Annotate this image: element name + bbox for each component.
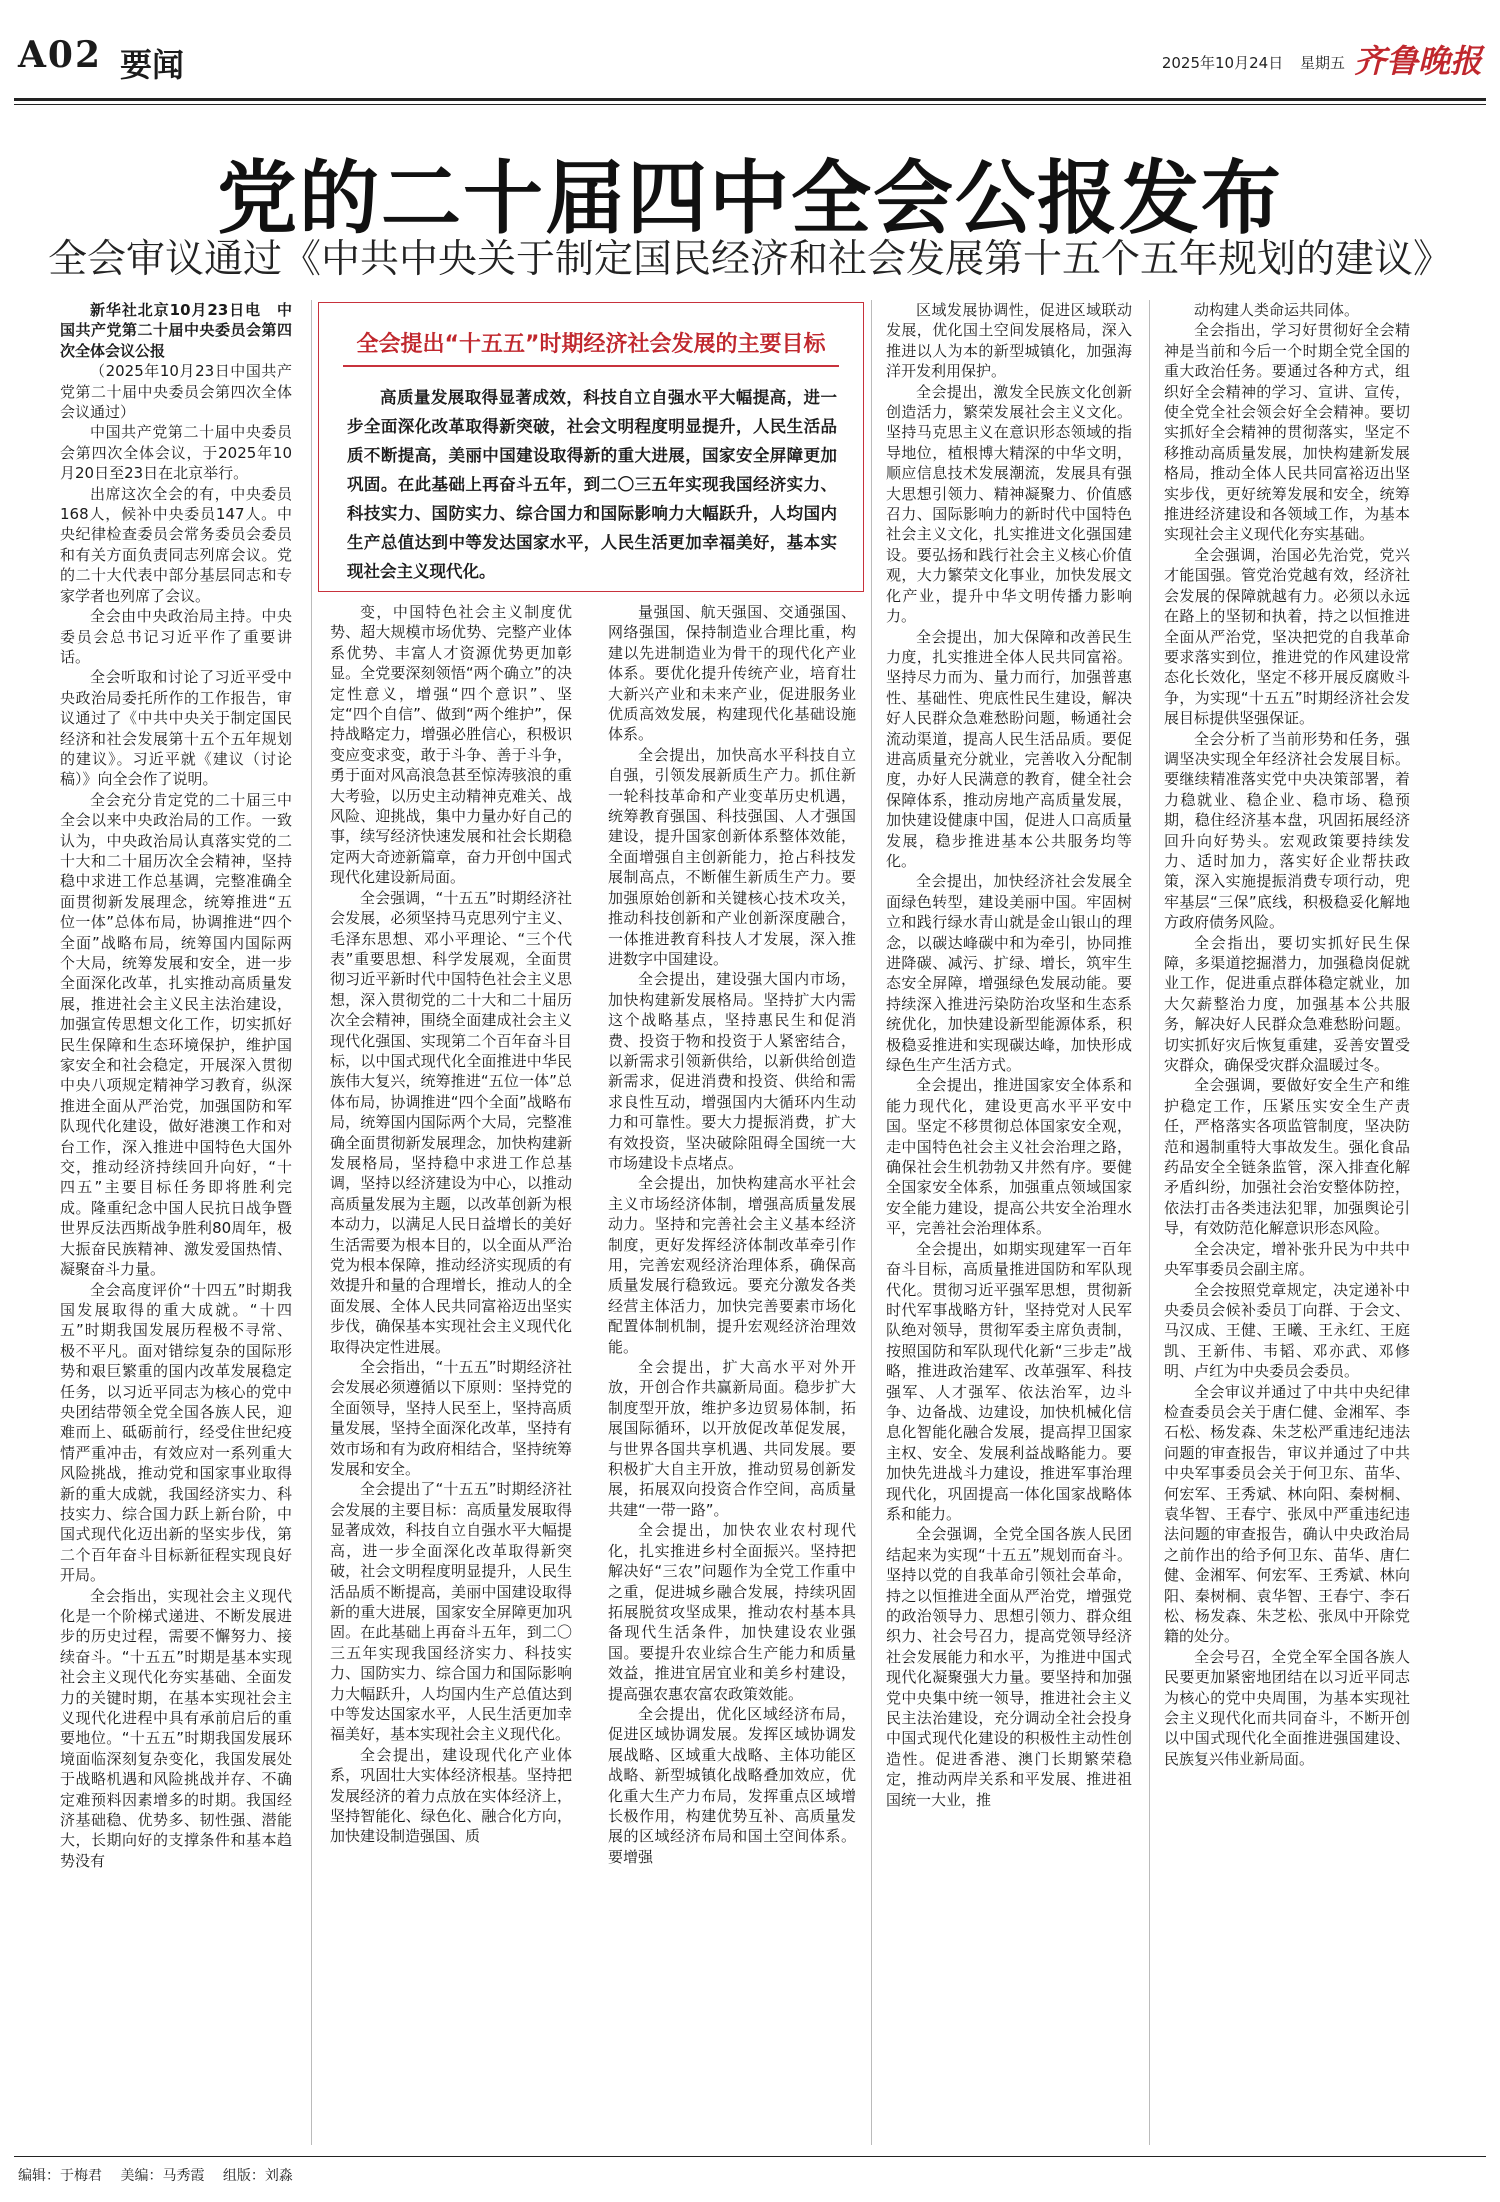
article-paragraph: 全会强调，要做好安全生产和维护稳定工作，压紧压实安全生产责任，严格落实各项监管制度，坚决防范和遏制重特大事故发生。强化食品药品安全全链条监管，深入排查化解矛盾纠纷，加强社会治安整体防控，依法打击各类违法犯罪，加强舆论引导，有效防范化解意识形态风险。 bbox=[1164, 1076, 1410, 1238]
designer-credit: 美编：马秀霞 bbox=[120, 2168, 205, 2184]
article-paragraph: 全会提出，建设强大国内市场，加快构建新发展格局。坚持扩大内需这个战略基点，坚持惠民生和促消费、投资于物和投资于人紧密结合，以新需求引领新供给，以新供给创造新需求，促进消费和投资、供给和需求良性互动，增强国内大循环内生动力和可靠性。要大力提振消费，扩大有效投资，坚决破除阻碍全国统一大市场建设卡点堵点。 bbox=[608, 970, 856, 1172]
article-paragraph: 全会提出，加快经济社会发展全面绿色转型，建设美丽中国。牢固树立和践行绿水青山就是金山银山的理念，以碳达峰碳中和为牵引，协同推进降碳、减污、扩绿、增长，筑牢生态安全屏障，增强绿色发展动能。要持续深入推进污染防治攻坚和生态系统优化，加快建设新型能源体系，积极稳妥推进和实现碳达峰，加快形成绿色生产生活方式。 bbox=[886, 872, 1132, 1075]
article-paragraph: 全会提出，建设现代化产业体系，巩固壮大实体经济根基。坚持把发展经济的着力点放在实体经济上，坚持智能化、绿色化、融合化方向，加快建设制造强国、质 bbox=[330, 1745, 572, 1846]
article-paragraph: 新华社北京10月23日电 中国共产党第二十届中央委员会第四次全体会议公报 bbox=[60, 301, 292, 360]
article-column-2 bbox=[330, 602, 572, 2145]
article-column-3 bbox=[608, 602, 856, 2145]
article-paragraph: 全会指出，学习好贯彻好全会精神是当前和今后一个时期全党全国的重大政治任务。要通过各种方式，组织好全会精神的学习、宣讲、宣传，使全党全社会领会好全会精神。要切实抓好全会精神的贯彻落实，坚定不移推动高质量发展，加快构建新发展格局，推动全体人民共同富裕迈出坚实步伐，更好统筹发展和安全，统筹推进经济建设和各领域工作，为基本实现社会主义现代化夯实基础。 bbox=[1164, 321, 1410, 544]
article-paragraph: 全会提出，加快构建高水平社会主义市场经济体制，增强高质量发展动力。坚持和完善社会主义基本经济制度，更好发挥经济体制改革牵引作用，完善宏观经济治理体系，确保高质量发展行稳致远。要充分激发各类经营主体活力，加快完善要素市场化配置体制机制，提升宏观经济治理效能。 bbox=[608, 1174, 856, 1356]
article-paragraph: 全会提出，优化区域经济布局，促进区域协调发展。发挥区域协调发展战略、区域重大战略、主体功能区战略、新型城镇化战略叠加效应，优化重大生产力布局，发挥重点区域增长极作用，构建优势互补、高质量发展的区域经济布局和国土空间体系。要增强 bbox=[608, 1704, 856, 1866]
article-paragraph: 全会提出，加快农业农村现代化，扎实推进乡村全面振兴。坚持把解决好“三农”问题作为全党工作重中之重，促进城乡融合发展，持续巩固拓展脱贫攻坚成果，推动农村基本具备现代生活条件，加快建设农业强国。要提升农业综合生产能力和质量效益，推进宜居宜业和美乡村建设，提高强农惠农富农政策效能。 bbox=[608, 1521, 856, 1703]
article-paragraph: 中国共产党第二十届中央委员会第四次全体会议，于2025年10月20日至23日在北京举行。 bbox=[60, 423, 292, 483]
highlight-box-text: 高质量发展取得显著成效，科技自立自强水平大幅提高，进一步全面深化改革取得新突破，社会文明程度明显提升，人民生活品质不断提高，美丽中国建设取得新的重大进展，国家安全屏障更加巩固。在此基础上再奋斗五年，到二〇三五年实现我国经济实力、科技实力、国防实力、综合国力和国际影响力大幅跃升，人均国内生产总值达到中等发达国家水平，人民生活更加幸福美好，基本实现社会主义现代化。 bbox=[347, 388, 837, 581]
editor-credit: 编辑：于梅君 bbox=[18, 2168, 102, 2184]
highlight-box bbox=[318, 302, 864, 592]
article-paragraph: （2025年10月23日中国共产党第二十届中央委员会第四次全体会议通过） bbox=[60, 362, 292, 422]
article-paragraph: 全会强调，“十五五”时期经济社会发展，必须坚持马克思列宁主义、毛泽东思想、邓小平理论、“三个代表”重要思想、科学发展观，全面贯彻习近平新时代中国特色社会主义思想，深入贯彻党的二十大和二十届历次全会精神，围绕全面建成社会主义现代化强国、实现第二个百年奋斗目标，以中国式现代化全面推进中华民族伟大复兴，统筹推进“五位一体”总体布局，协调推进“四个全面”战略布局，统筹国内国际两个大局，完整准确全面贯彻新发展理念，加快构建新发展格局，坚持稳中求进工作总基调，坚持以经济建设为中心，以推动高质量发展为主题，以改革创新为根本动力，以满足人民日益增长的美好生活需要为根本目的，以全面从严治党为根本保障，推动经济实现质的有效提升和量的合理增长，推动人的全面发展、全体人民共同富裕迈出坚实步伐，确保基本实现社会主义现代化取得决定性进展。 bbox=[330, 888, 572, 1356]
newspaper-logo: 齐鲁晚报 bbox=[1353, 42, 1482, 80]
column-divider bbox=[311, 300, 312, 2145]
article-column-1 bbox=[60, 300, 292, 2145]
page-code: A02 bbox=[18, 34, 103, 76]
article-paragraph: 全会审议并通过了中共中央纪律检查委员会关于唐仁健、金湘军、李石松、杨发森、朱芝松严重违纪违法问题的审查报告，审议并通过了中共中央军事委员会关于何卫东、苗华、何宏军、王秀斌、林向阳、秦树桐、袁华智、王春宁、张凤中严重违纪违法问题的审查报告，确认中央政治局之前作出的给予何卫东、苗华、唐仁健、金湘军、何宏军、王秀斌、林向阳、秦树桐、袁华智、王春宁、李石松、杨发森、朱芝松、张凤中开除党籍的处分。 bbox=[1164, 1382, 1410, 1646]
header-rule-thin bbox=[14, 104, 1486, 105]
subheadline: 全会审议通过《中共中央关于制定国民经济和社会发展第十五个五年规划的建议》 bbox=[47, 237, 1452, 282]
article-paragraph: 全会指出，要切实抓好民生保障，多渠道挖掘潜力，加强稳岗促就业工作，促进重点群体稳定就业，加大欠薪整治力度，加强基本公共服务，解决好人民群众急难愁盼问题。切实抓好灾后恢复重建，妥善安置受灾群众，确保受灾群众温暖过冬。 bbox=[1164, 933, 1410, 1075]
article-paragraph: 全会强调，治国必先治党，党兴才能国强。管党治党越有效，经济社会发展的保障就越有力。必须以永远在路上的坚韧和执着，持之以恒推进全面从严治党，坚决把党的自我革命要求落实到位，推进党的作风建设常态化长效化，坚定不移开展反腐败斗争，为实现“十五五”时期经济社会发展目标提供坚强保证。 bbox=[1164, 545, 1410, 728]
article-paragraph: 全会充分肯定党的二十届三中全会以来中央政治局的工作。一致认为，中央政治局认真落实党的二十大和二十届历次全会精神，坚持稳中求进工作总基调，完整准确全面贯彻新发展理念，统筹推进“五位一体”总体布局，协调推进“四个全面”战略布局，统筹国内国际两个大局，统筹发展和安全，进一步全面深化改革，扎实推动高质量发展，推进社会主义民主法治建设，加强宣传思想文化工作，切实抓好民生保障和生态环境保护，维护国家安全和社会稳定，开展深入贯彻中央八项规定精神学习教育，纵深推进全面从严治党，加强国防和军队现代化建设，做好港澳工作和对台工作，深入推进中国特色大国外交，推动经济持续回升向好，“十四五”主要目标任务即将胜利完成。隆重纪念中国人民抗日战争暨世界反法西斯战争胜利80周年，极大振奋民族精神、激发爱国热情、凝聚奋斗力量。 bbox=[60, 790, 292, 1279]
page-header bbox=[0, 0, 1500, 100]
article-column-5-inner bbox=[1164, 300, 1410, 1769]
article-paragraph: 全会按照党章规定，决定递补中央委员会候补委员丁向群、于会文、马汉成、王健、王曦、王永红、王庭凯、王新伟、韦韬、邓亦武、邓修明、卢红为中央委员会委员。 bbox=[1164, 1280, 1410, 1381]
article-paragraph: 动构建人类命运共同体。 bbox=[1194, 301, 1360, 319]
article-paragraph: 全会提出，如期实现建军一百年奋斗目标，高质量推进国防和军队现代化。贯彻习近平强军思想，贯彻新时代军事战略方针，坚持党对人民军队绝对领导，贯彻军委主席负责制，按照国防和军队现代化新“三步走”战略，推进政治建军、改革强军、科技强军、人才强军、依法治军，边斗争、边备战、边建设，加快机械化信息化智能化融合发展，提高捍卫国家主权、安全、发展利益战略能力。要加快先进战斗力建设，推进军事治理现代化，巩固提高一体化国家战略体系和能力。 bbox=[886, 1239, 1132, 1523]
header-rule bbox=[14, 98, 1486, 101]
headline: 党的二十届四中全会公报发布 bbox=[217, 151, 1283, 245]
article-paragraph: 全会强调，全党全国各族人民团结起来为实现“十五五”规划而奋斗。坚持以党的自我革命引领社会革命，持之以恒推进全面从严治党，增强党的政治领导力、思想引领力、群众组织力、社会号召力，提高党领导经济社会发展能力和水平，为推进中国式现代化凝聚强大力量。要坚持和加强党中央集中统一领导，推进社会主义民主法治建设，充分调动全社会投身中国式现代化建设的积极性主动性创造性。促进香港、澳门长期繁荣稳定，推动两岸关系和平发展、推进祖国统一大业，推 bbox=[886, 1525, 1132, 1809]
highlight-box-title: 全会提出“十五五”时期经济社会发展的主要目标 bbox=[356, 332, 826, 357]
section-name: 要闻 bbox=[120, 46, 185, 84]
article-paragraph: 全会提出，扩大高水平对外开放，开创合作共赢新局面。稳步扩大制度型开放，维护多边贸易体制，拓展国际循环，以开放促改革促发展，与世界各国共享机遇、共同发展。要积极扩大自主开放，推动贸易创新发展，拓展双向投资合作空间，高质量共建“一带一路”。 bbox=[608, 1358, 856, 1519]
article-paragraph: 全会指出，实现社会主义现代化是一个阶梯式递进、不断发展进步的历史过程，需要不懈努力、接续奋斗。“十五五”时期是基本实现社会主义现代化夯实基础、全面发力的关键时期，在基本实现社会主义现代化进程中具有承前启后的重要地位。“十五五”时期我国发展环境面临深刻复杂变化，我国发展处于战略机遇和风险挑战并存、不确定难预料因素增多的时期。我国经济基础稳、优势多、韧性强、潜能大，长期向好的支撑条件和基本趋势没有 bbox=[60, 1586, 292, 1870]
article-paragraph: 全会指出，“十五五”时期经济社会发展必须遵循以下原则：坚持党的全面领导，坚持人民至上，坚持高质量发展，坚持全面深化改革，坚持有效市场和有为政府相结合，坚持统筹发展和安全。 bbox=[330, 1358, 572, 1479]
article-paragraph: 量强国、航天强国、交通强国、网络强国，保持制造业合理比重，构建以先进制造业为骨干的现代化产业体系。要优化提升传统产业，培育壮大新兴产业和未来产业，促进服务业优质高效发展，构建现代化基础设施体系。 bbox=[608, 603, 856, 744]
article-paragraph: 全会由中央政治局主持。中央委员会总书记习近平作了重要讲话。 bbox=[60, 607, 292, 666]
footer-rule bbox=[14, 2156, 1486, 2157]
issue-date: 2025年10月24日 bbox=[1161, 54, 1284, 72]
column-divider bbox=[871, 300, 872, 2145]
dateline bbox=[1150, 52, 1345, 73]
article-column-5 bbox=[1164, 300, 1464, 2145]
article-column-4 bbox=[886, 300, 1132, 2145]
column-divider bbox=[1149, 300, 1150, 2145]
page-footer bbox=[18, 2165, 307, 2185]
article-paragraph: 全会高度评价“十四五”时期我国发展取得的重大成就。“十四五”时期我国发展历程极不寻常、极不平凡。面对错综复杂的国际形势和艰巨繁重的国内改革发展稳定任务，以习近平同志为核心的党中央团结带领全党全国各族人民，迎难而上、砥砺前行，经受住世纪疫情严重冲击，有效应对一系列重大风险挑战，推动党和国家事业取得新的重大成就，我国经济实力、科技实力、综合国力跃上新台阶，中国式现代化迈出新的坚实步伐，第二个百年奋斗目标新征程实现良好开局。 bbox=[60, 1280, 292, 1585]
article-paragraph: 区域发展协调性，促进区域联动发展，优化国土空间发展格局，深入推进以人为本的新型城镇化，加强海洋开发利用保护。 bbox=[886, 301, 1132, 381]
article-paragraph: 全会提出，激发全民族文化创新创造活力，繁荣发展社会主义文化。坚持马克思主义在意识形态领域的指导地位，植根博大精深的中华文明，顺应信息技术发展潮流，发展具有强大思想引领力、精神凝聚力、价值感召力、国际影响力的新时代中国特色社会主义文化，扎实推进文化强国建设。要弘扬和践行社会主义核心价值观，大力繁荣文化事业，加快发展文化产业，提升中华文明传播力影响力。 bbox=[886, 382, 1132, 626]
article-paragraph: 全会提出，加快高水平科技自立自强，引领发展新质生产力。抓住新一轮科技革命和产业变革历史机遇，统筹教育强国、科技强国、人才强国建设，提升国家创新体系整体效能，全面增强自主创新能力，抢占科技发展制高点，不断催生新质生产力。要加强原始创新和关键核心技术攻关，推动科技创新和产业创新深度融合，一体推进教育科技人才发展，深入推进数字中国建设。 bbox=[608, 745, 856, 968]
layout-credit: 组版：刘淼 bbox=[222, 2168, 293, 2184]
article-paragraph: 全会号召，全党全军全国各族人民要更加紧密地团结在以习近平同志为核心的党中央周围，为基本实现社会主义现代化而共同奋斗，不断开创以中国式现代化全面推进强国建设、民族复兴伟业新局面。 bbox=[1164, 1647, 1410, 1768]
highlight-box-rule bbox=[343, 365, 839, 367]
article-paragraph: 全会决定，增补张升民为中共中央军事委员会副主席。 bbox=[1164, 1239, 1410, 1279]
article-paragraph: 全会提出，推进国家安全体系和能力现代化，建设更高水平平安中国。坚定不移贯彻总体国家安全观，走中国特色社会主义社会治理之路，确保社会生机勃勃又井然有序。要健全国家安全体系，加强重点领域国家安全能力建设，提高公共安全治理水平，完善社会治理体系。 bbox=[886, 1076, 1132, 1238]
article-paragraph: 出席这次全会的有，中央委员168人，候补中央委员147人。中央纪律检查委员会常务委员会委员和有关方面负责同志列席会议。党的二十大代表中部分基层同志和专家学者也列席了会议。 bbox=[60, 484, 292, 605]
issue-weekday: 星期五 bbox=[1299, 54, 1345, 72]
article-paragraph: 全会听取和讨论了习近平受中央政治局委托所作的工作报告，审议通过了《中共中央关于制定国民经济和社会发展第十五个五年规划的建议》。习近平就《建议（讨论稿）》向全会作了说明。 bbox=[60, 668, 292, 789]
article-paragraph: 全会提出了“十五五”时期经济社会发展的主要目标：高质量发展取得显著成效，科技自立自强水平大幅提高，进一步全面深化改革取得新突破，社会文明程度明显提升，人民生活品质不断提高，美丽中国建设取得新的重大进展，国家安全屏障更加巩固。在此基础上再奋斗五年，到二〇三五年实现我国经济实力、科技实力、国防实力、综合国力和国际影响力大幅跃升，人均国内生产总值达到中等发达国家水平，人民生活更加幸福美好，基本实现社会主义现代化。 bbox=[330, 1480, 572, 1744]
article-paragraph: 变，中国特色社会主义制度优势、超大规模市场优势、完整产业体系优势、丰富人才资源优势更加彰显。全党要深刻领悟“两个确立”的决定性意义，增强“四个意识”、坚定“四个自信”、做到“两个维护”，保持战略定力，增强必胜信心，积极识变应变求变，敢于斗争、善于斗争，勇于面对风高浪急甚至惊涛骇浪的重大考验，以历史主动精神克难关、战风险、迎挑战，集中力量办好自己的事，续写经济快速发展和社会长期稳定两大奇迹新篇章，奋力开创中国式现代化建设新局面。 bbox=[330, 603, 572, 887]
article-paragraph: 全会分析了当前形势和任务，强调坚决实现全年经济社会发展目标。要继续精准落实党中央决策部署，着力稳就业、稳企业、稳市场、稳预期，稳住经济基本盘，巩固拓展经济回升向好势头。宏观政策要持续发力、适时加力，落实好企业帮扶政策，深入实施提振消费专项行动，兜牢基层“三保”底线，积极稳妥化解地方政府债务风险。 bbox=[1164, 729, 1410, 932]
article-paragraph: 全会提出，加大保障和改善民生力度，扎实推进全体人民共同富裕。坚持尽力而为、量力而行，加强普惠性、基础性、兜底性民生建设，解决好人民群众急难愁盼问题，畅通社会流动渠道，提高人民生活品质。要促进高质量充分就业，完善收入分配制度，办好人民满意的教育，健全社会保障体系，推动房地产高质量发展，加快建设健康中国，促进人口高质量发展，稳步推进基本公共服务均等化。 bbox=[886, 627, 1132, 870]
